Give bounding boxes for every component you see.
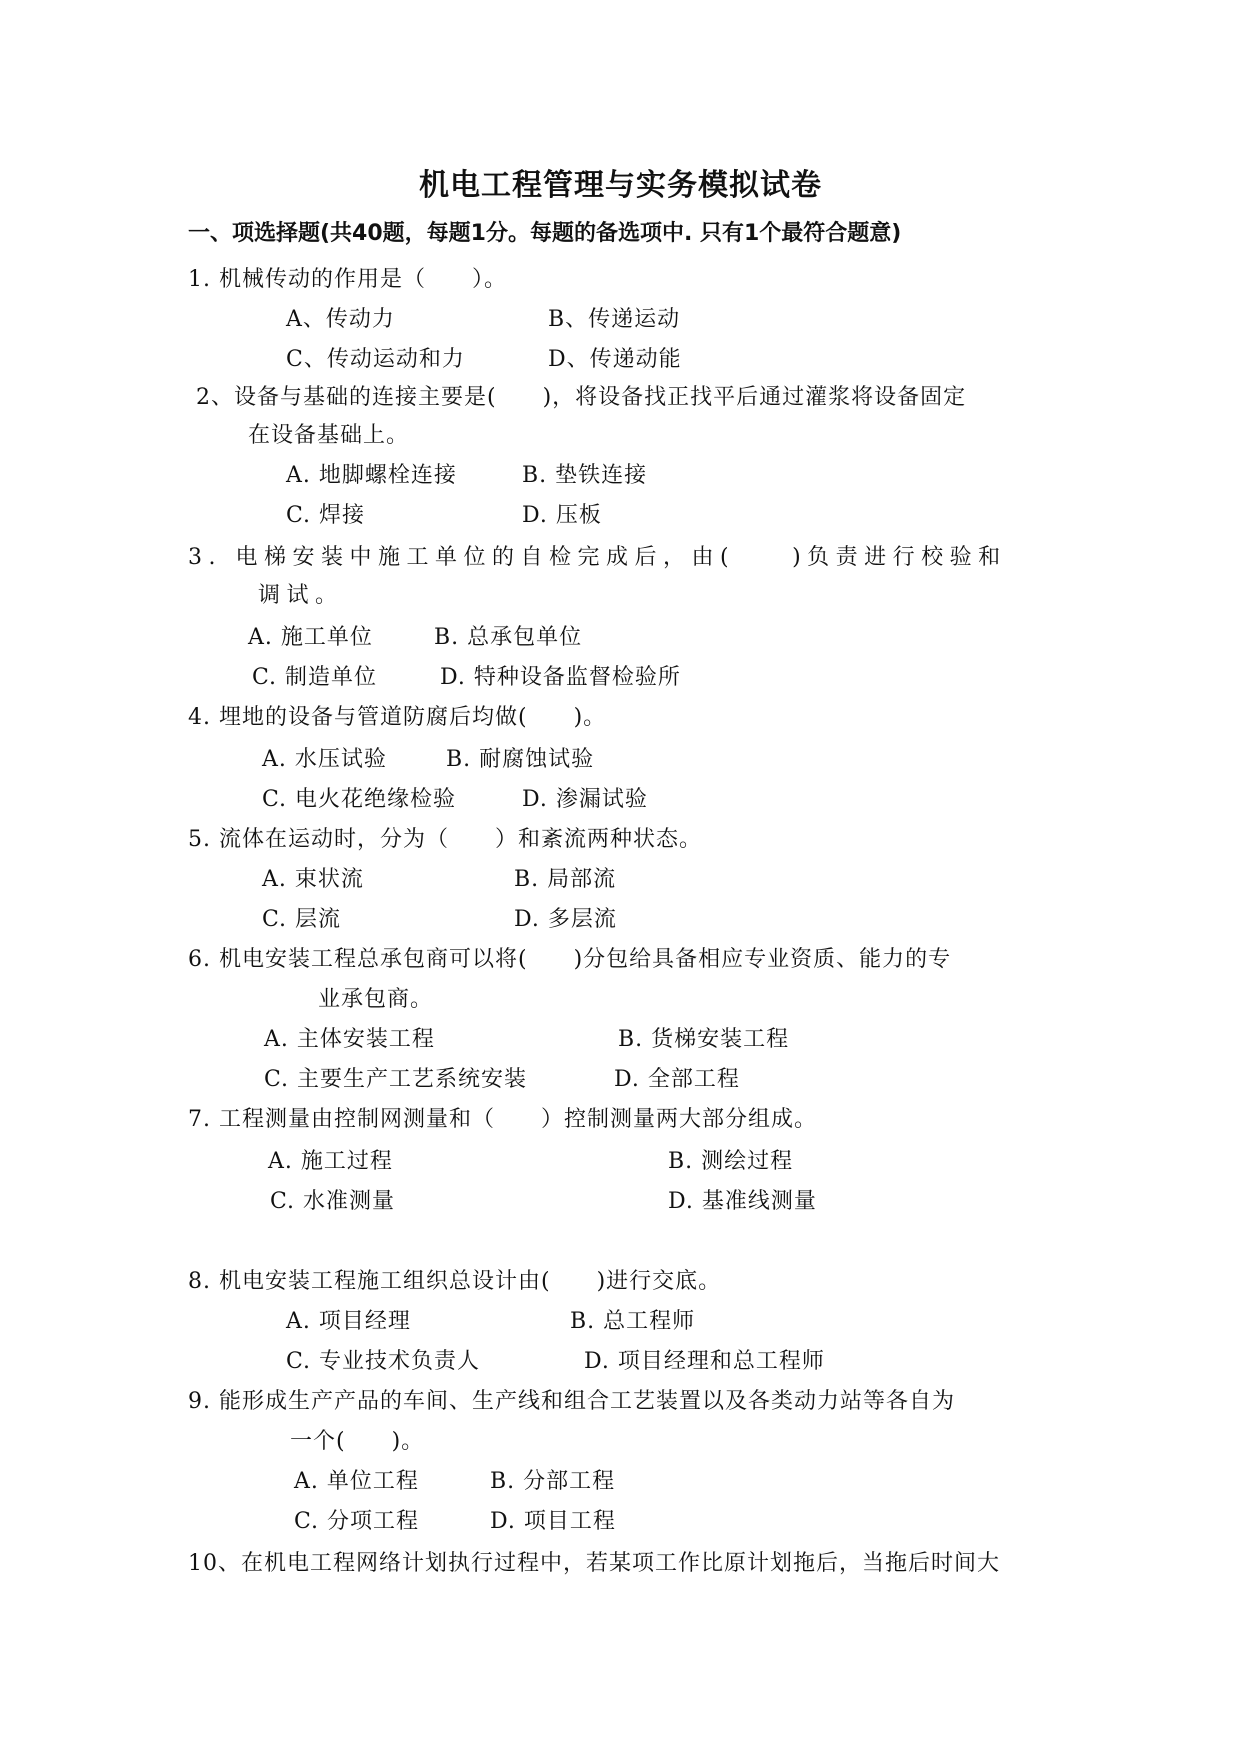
question-8-option-d: D. 项目经理和总工程师 xyxy=(584,1349,825,1374)
question-6-stem-continued: 业承包商。 xyxy=(318,987,434,1012)
question-4-option-a: A. 水压试验 xyxy=(262,747,387,772)
question-2-stem-continued: 在设备基础上。 xyxy=(248,423,410,448)
question-2-option-a: A. 地脚螺栓连接 xyxy=(286,463,457,488)
question-3-option-d: D. 特种设备监督检验所 xyxy=(440,665,681,690)
question-7-stem: 7. 工程测量由控制网测量和（ ）控制测量两大部分组成。 xyxy=(188,1107,817,1132)
question-9-option-c: C. 分项工程 xyxy=(294,1509,420,1534)
question-3-option-a: A. 施工单位 xyxy=(248,625,373,650)
question-8-option-a: A. 项目经理 xyxy=(286,1309,411,1334)
question-6-option-a: A. 主体安装工程 xyxy=(264,1027,435,1052)
question-8-option-c: C. 专业技术负责人 xyxy=(286,1349,481,1374)
question-4-option-c: C. 电火花绝缘检验 xyxy=(262,787,457,812)
question-8-option-b: B. 总工程师 xyxy=(570,1309,696,1334)
question-8-stem: 8. 机电安装工程施工组织总设计由( )进行交底。 xyxy=(188,1269,722,1294)
question-2-stem: 2、设备与基础的连接主要是( )，将设备找正找平后通过灌浆将设备固定 xyxy=(196,385,967,410)
question-7-option-a: A. 施工过程 xyxy=(268,1149,393,1174)
question-9-stem: 9. 能形成生产产品的车间、生产线和组合工艺装置以及各类动力站等各自为 xyxy=(188,1389,955,1414)
page-title: 机电工程管理与实务模拟试卷 xyxy=(419,168,822,203)
question-5-option-c: C. 层流 xyxy=(262,907,342,932)
question-9-option-a: A. 单位工程 xyxy=(294,1469,419,1494)
question-1-stem: 1. 机械传动的作用是（ ）。 xyxy=(188,267,507,292)
question-3-option-b: B. 总承包单位 xyxy=(434,625,583,650)
question-5-option-a: A. 束状流 xyxy=(262,867,364,892)
question-9-stem-continued: 一个( )。 xyxy=(290,1429,425,1454)
question-9-option-d: D. 项目工程 xyxy=(490,1509,616,1534)
question-1-option-c: C、传动运动和力 xyxy=(286,347,465,372)
question-3-stem-continued: 调试。 xyxy=(258,583,344,608)
question-7-option-d: D. 基准线测量 xyxy=(668,1189,817,1214)
question-2-option-c: C. 焊接 xyxy=(286,503,366,528)
question-6-option-d: D. 全部工程 xyxy=(614,1067,740,1092)
question-1-option-b: B、传递运动 xyxy=(548,307,681,332)
question-4-option-b: B. 耐腐蚀试验 xyxy=(446,747,595,772)
section-heading: 一、项选择题(共40题，每题1分。每题的备选项中. 只有1个最符合题意) xyxy=(188,221,902,246)
question-3-option-c: C. 制造单位 xyxy=(252,665,378,690)
question-5-option-d: D. 多层流 xyxy=(514,907,617,932)
question-6-option-c: C. 主要生产工艺系统安装 xyxy=(264,1067,528,1092)
question-4-stem: 4. 埋地的设备与管道防腐后均做( )。 xyxy=(188,705,607,730)
question-6-stem: 6. 机电安装工程总承包商可以将( )分包给具备相应专业资质、能力的专 xyxy=(188,947,952,972)
question-1-option-a: A、传动力 xyxy=(286,307,395,332)
question-5-option-b: B. 局部流 xyxy=(514,867,617,892)
question-7-option-c: C. 水准测量 xyxy=(270,1189,396,1214)
question-5-stem: 5. 流体在运动时，分为（ ）和紊流两种状态。 xyxy=(188,827,702,852)
question-2-option-d: D. 压板 xyxy=(522,503,602,528)
question-1-option-d: D、传递动能 xyxy=(548,347,682,372)
question-4-option-d: D. 渗漏试验 xyxy=(522,787,648,812)
question-3-stem: 3. 电梯安装中施工单位的自检完成后，由( )负责进行校验和 xyxy=(188,545,1007,570)
question-10-stem: 10、在机电工程网络计划执行过程中，若某项工作比原计划拖后，当拖后时间大 xyxy=(188,1551,1000,1576)
question-2-option-b: B. 垫铁连接 xyxy=(522,463,648,488)
question-7-option-b: B. 测绘过程 xyxy=(668,1149,794,1174)
question-9-option-b: B. 分部工程 xyxy=(490,1469,616,1494)
question-6-option-b: B. 货梯安装工程 xyxy=(618,1027,790,1052)
